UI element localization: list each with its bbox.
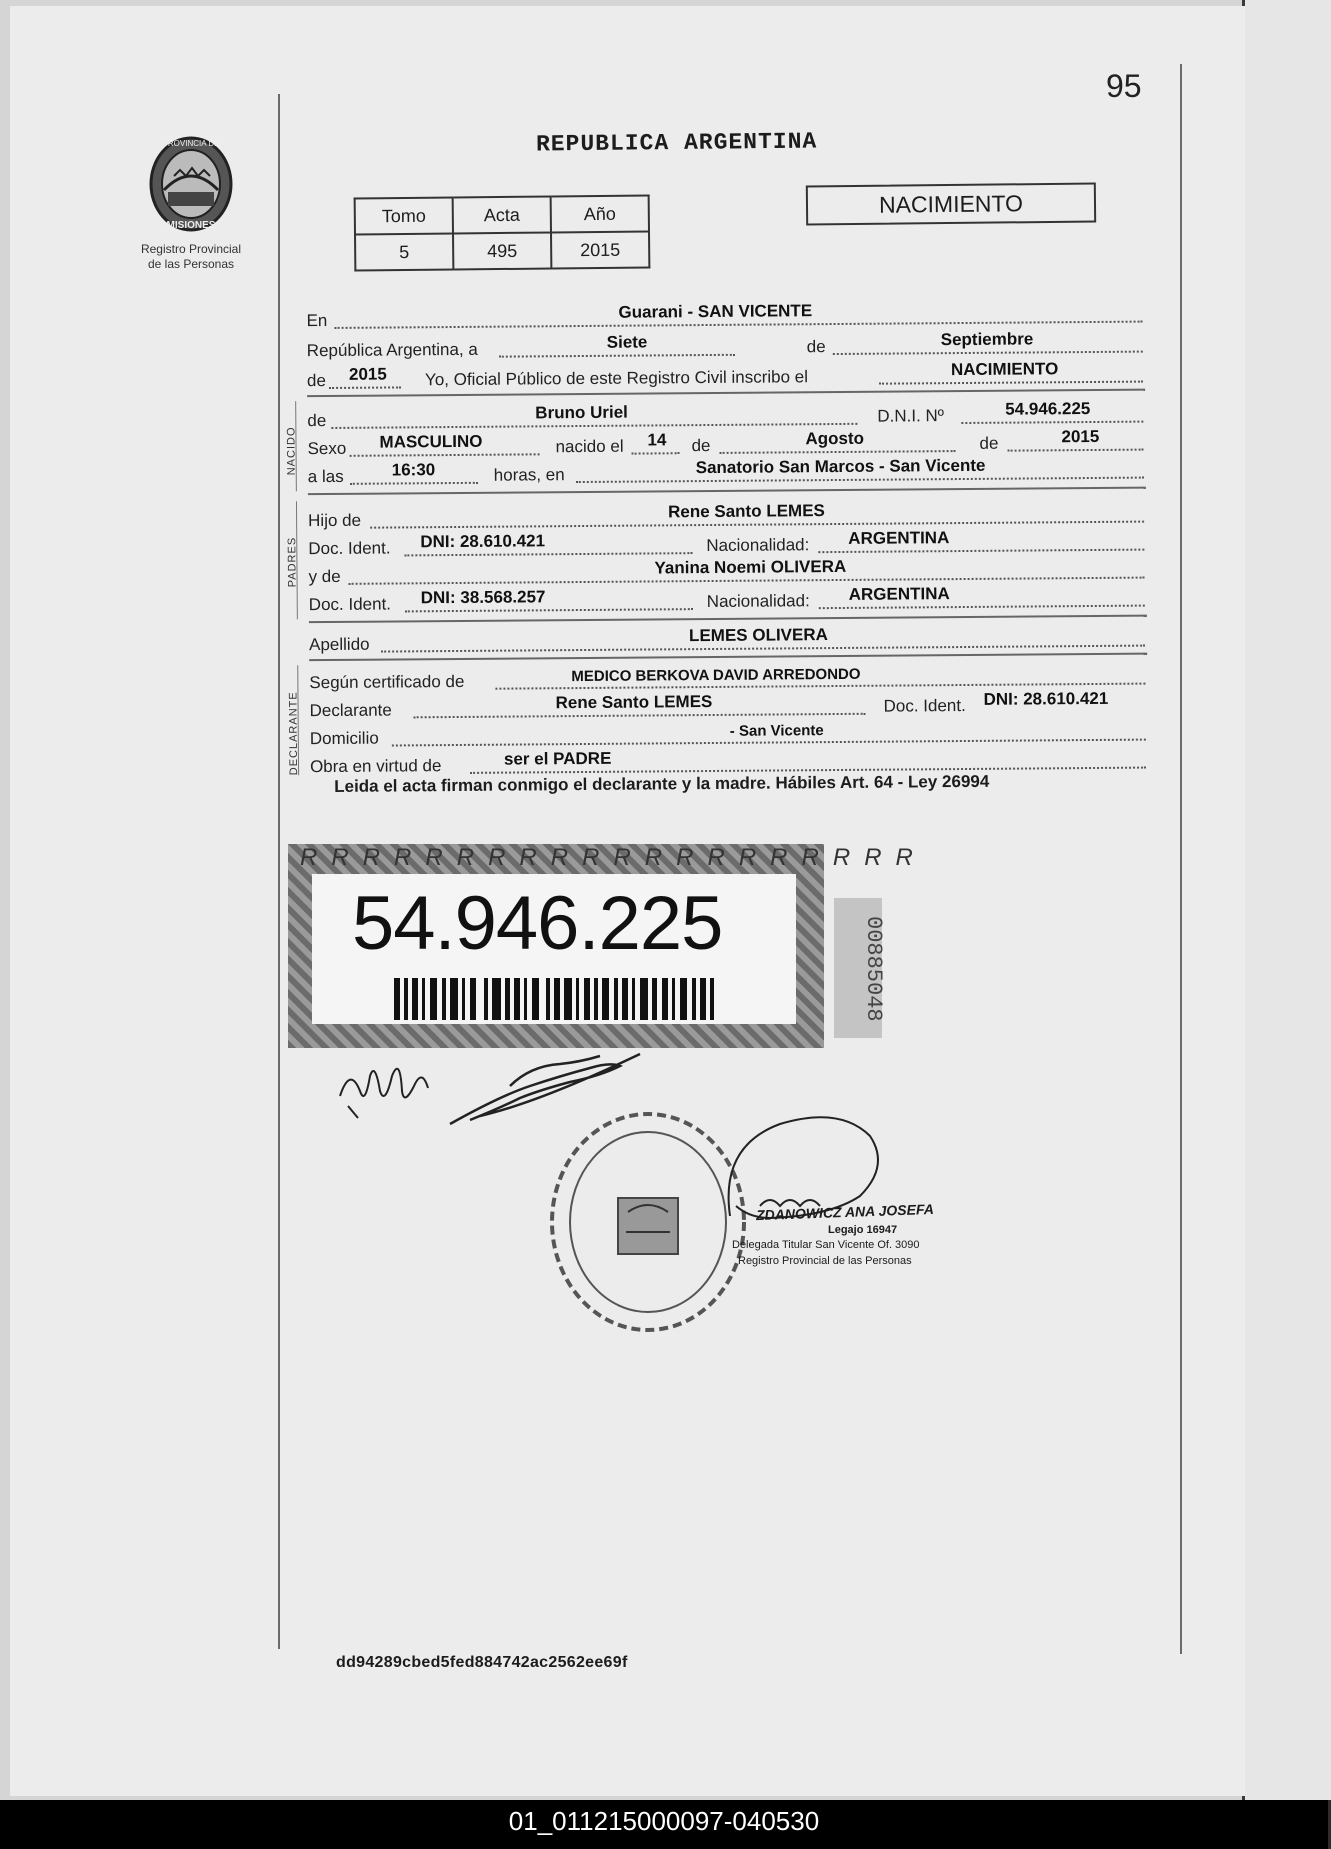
field-value-declarant-name: Rene Santo LEMES (555, 691, 713, 713)
dotted-line (331, 423, 857, 429)
pattern-glyph: R (550, 844, 569, 871)
field-row-hijo (308, 499, 1146, 532)
record-header-tomo: Tomo (355, 198, 453, 235)
field-row-republica (307, 329, 1145, 362)
official-registry: Registro Provincial de las Personas (738, 1255, 912, 1267)
pattern-glyph: R (801, 844, 819, 871)
field-label-a-las: a las (307, 466, 344, 487)
official-legajo: Legajo 16947 (828, 1224, 898, 1236)
field-value-sexo: MASCULINO (379, 431, 483, 452)
field-value-father-name: Rene Santo LEMES (667, 501, 825, 522)
field-label-declarante: Declarante (309, 700, 392, 721)
dotted-line (499, 354, 735, 358)
field-value-birth-time: 16:30 (391, 460, 436, 480)
side-label-padres: PADRES (286, 536, 299, 588)
record-header-acta: Acta (453, 196, 551, 233)
pattern-glyph: R (362, 844, 381, 871)
pattern-glyph: R (582, 844, 600, 871)
barcode-icon (394, 978, 714, 1020)
document-title: REPUBLICA ARGENTINA (535, 128, 818, 158)
security-pattern-strip (288, 844, 913, 874)
field-value-day-words: Siete (606, 332, 648, 352)
field-label-de-month: de (806, 337, 826, 357)
document-type-box: NACIMIENTO (806, 182, 1096, 225)
official-position: Delegada Titular San Vicente Of. 3090 (732, 1239, 920, 1251)
field-value-surname: LEMES OLIVERA (688, 625, 828, 646)
logo-caption-line1: Registro Provincial (140, 242, 242, 256)
field-label-certificado: Según certificado de (309, 671, 465, 693)
field-label-y-de: y de (308, 566, 341, 587)
logo-caption-line2: de las Personas (147, 257, 235, 271)
section-divider (308, 487, 1146, 496)
field-label-horas-en: horas, en (493, 465, 565, 485)
serial-number: 00885048 (861, 916, 886, 1022)
field-label-nationality-mother: Nacionalidad: (706, 591, 810, 612)
field-label-doc-ident-mother: Doc. Ident. (308, 594, 392, 615)
record-value-acta: 495 (453, 232, 551, 269)
dotted-line (404, 552, 692, 556)
dotted-line (833, 351, 1143, 355)
field-value-year: 2015 (348, 364, 387, 384)
barcode-white-label (312, 874, 796, 1024)
field-value-mother-nationality: ARGENTINA (848, 584, 950, 604)
field-value-mother-dni: DNI: 38.568.257 (420, 587, 546, 608)
dotted-line (720, 450, 956, 454)
field-value-certifier: MEDICO BERKOVA DAVID ARREDONDO (571, 665, 861, 686)
birth-certificate-page (10, 6, 1245, 1796)
adjacent-page-edge (1242, 0, 1331, 1800)
pattern-glyph: R (676, 844, 694, 871)
dotted-line (381, 645, 1145, 653)
record-value-anio: 2015 (551, 231, 649, 268)
page-number: 95 (1106, 68, 1142, 104)
field-label-domicilio: Domicilio (309, 728, 379, 749)
signatures-area (330, 1046, 950, 1346)
field-label-obra: Obra en virtud de (309, 756, 442, 777)
pattern-glyph: R (488, 844, 506, 871)
field-row-apellido (309, 623, 1147, 656)
field-value-child-dni: 54.946.225 (1005, 399, 1091, 419)
pattern-glyph: R (331, 844, 349, 871)
side-label-nacido: NACIDO (285, 426, 298, 476)
dotted-line (879, 381, 1143, 385)
field-value-father-nationality: ARGENTINA (848, 528, 950, 548)
pattern-glyph: R (770, 844, 788, 871)
field-label-de-name: de (307, 411, 327, 431)
field-value-father-dni: DNI: 28.610.421 (420, 531, 546, 552)
field-label-doc-ident-declarant: Doc. Ident. (883, 695, 966, 716)
field-value-mother-name: Yanina Noemi OLIVERA (654, 556, 847, 578)
field-row-anio (307, 359, 1145, 392)
dotted-line (414, 713, 866, 719)
scan-file-id: 01_011215000097-040530 (508, 1806, 820, 1836)
pattern-glyph: R (394, 844, 412, 871)
field-label-apellido: Apellido (309, 634, 370, 655)
dotted-line (335, 321, 1143, 329)
pattern-glyph: R (832, 844, 851, 871)
field-value-acting-as: ser el PADRE (503, 748, 612, 769)
seal-arc-top: PROVINCIA DE (162, 139, 220, 148)
closing-statement: Leida el acta firman conmigo el declarante y la madre. Hábiles Art. 64 - Ley 26994 (334, 771, 990, 796)
dotted-line (1008, 449, 1144, 452)
side-label-declarante: DECLARANTE (287, 691, 301, 776)
pattern-glyph: R (519, 844, 537, 871)
field-label-nationality-father: Nacionalidad: (706, 535, 810, 556)
field-label-doc-ident-father: Doc. Ident. (308, 538, 391, 559)
record-header-anio: Año (551, 195, 649, 232)
barcode-dni-number: 54.946.225 (352, 881, 723, 966)
field-value-birth-month: Agosto (805, 428, 865, 449)
official-name: ZDANOWICZ ANA JOSEFA (755, 1200, 935, 1224)
pattern-glyph: R (613, 844, 631, 871)
field-label-dni: D.N.I. Nº (877, 406, 945, 426)
field-label-de2: de (979, 433, 999, 453)
field-value-birth-year: 2015 (1061, 426, 1100, 447)
pattern-glyph: R (425, 844, 443, 871)
field-value-declarant-dni: DNI: 28.610.421 (983, 688, 1109, 709)
field-label-de1: de (691, 435, 711, 456)
section-divider (309, 615, 1147, 624)
field-row-domicilio (310, 717, 1148, 750)
dotted-line (350, 453, 540, 456)
field-label-sexo: Sexo (307, 438, 347, 459)
signature-declarant-icon (330, 1046, 440, 1126)
field-value-event: NACIMIENTO (950, 359, 1059, 380)
field-label-nacido-el: nacido el (555, 436, 624, 457)
field-row-declarante (309, 689, 1147, 722)
dotted-line (632, 452, 680, 454)
field-row-madre (308, 555, 1146, 588)
field-label-en: En (306, 311, 328, 331)
pattern-glyph: R (644, 844, 663, 871)
field-value-child-name: Bruno Uriel (535, 402, 628, 423)
field-value-address: - San Vicente (729, 722, 824, 740)
field-value-birth-place: Sanatorio San Marcos - San Vicente (695, 455, 986, 478)
dotted-line (350, 482, 478, 485)
field-row-en (306, 299, 1144, 332)
document-hash: dd94289cbed5fed884742ac2562ee69f (336, 1654, 628, 1671)
dotted-line (329, 386, 401, 389)
pattern-glyph: R (707, 844, 725, 871)
field-value-birth-day: 14 (647, 430, 667, 450)
dotted-line (961, 421, 1143, 424)
field-row-nombre (307, 399, 1145, 432)
field-row-hora (308, 455, 1146, 488)
dotted-line (405, 608, 693, 612)
field-value-month: Septiembre (940, 329, 1034, 350)
field-label-de-year: de (306, 371, 326, 391)
field-label-inscription-text: Yo, Oficial Público de este Registro Civil inscribo el (424, 367, 809, 390)
field-row-sexo (307, 427, 1145, 460)
field-row-doc-padre (308, 527, 1146, 560)
pattern-glyph: R (300, 844, 318, 871)
dotted-line (818, 549, 1144, 554)
field-label-hijo-de: Hijo de (308, 510, 362, 531)
field-label-republica: República Argentina, a (306, 339, 478, 361)
pattern-glyph: R (456, 844, 475, 871)
field-value-locality: Guarani - SAN VICENTE (618, 301, 813, 322)
record-value-tomo: 5 (355, 234, 453, 271)
serial-number-strip (834, 898, 886, 1038)
dotted-line (576, 477, 1144, 483)
pattern-glyph: R (738, 844, 757, 871)
seal-arc-bottom: MISIONES (166, 220, 216, 231)
pattern-glyph: R (864, 844, 882, 871)
field-row-certificado (309, 661, 1147, 694)
pattern-glyph: R (895, 844, 913, 871)
dotted-line (819, 605, 1145, 610)
field-row-doc-madre (309, 583, 1147, 616)
